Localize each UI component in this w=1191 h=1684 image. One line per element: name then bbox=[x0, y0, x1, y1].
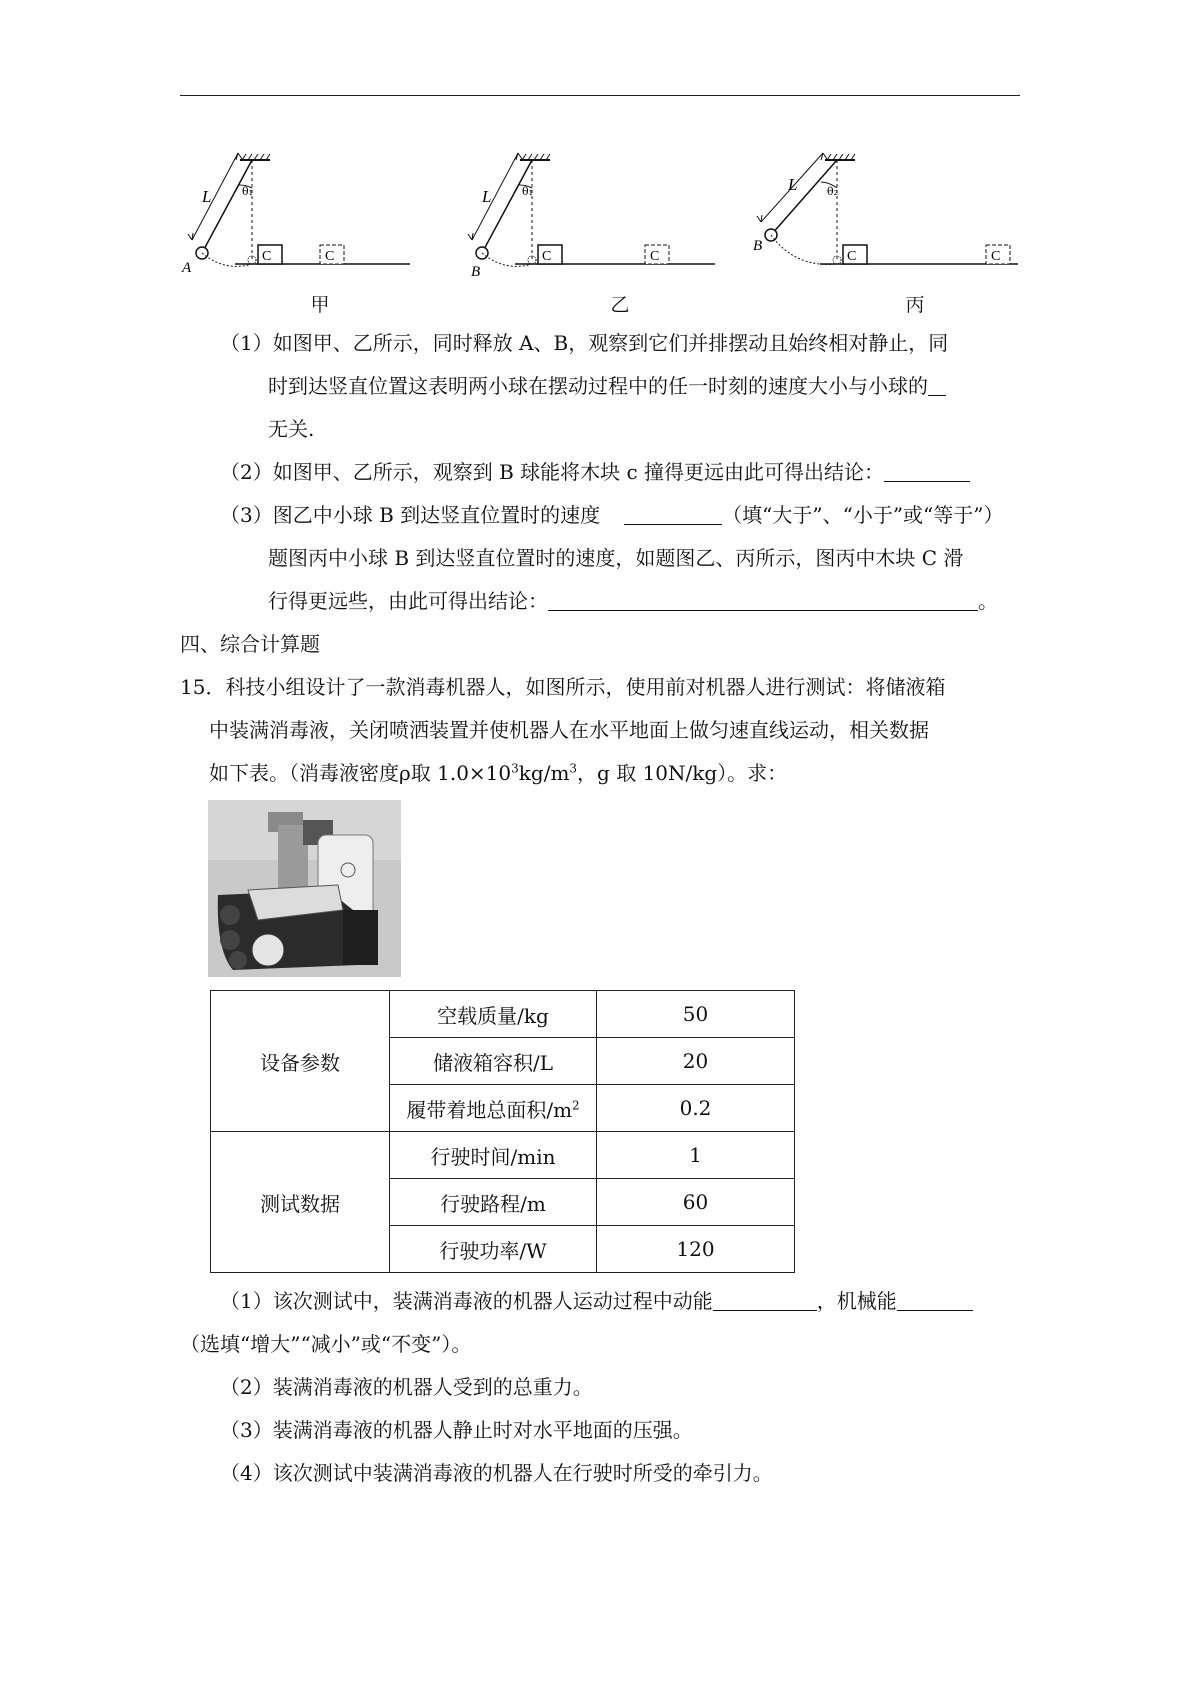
q14-part3-options: （填“大于”、“小于”或“等于”） bbox=[722, 503, 1004, 527]
pendulum-figures bbox=[180, 140, 1020, 320]
q14-part2-line bbox=[220, 458, 970, 486]
answer-blank[interactable] bbox=[713, 1290, 817, 1311]
angle-label: θ₁ bbox=[242, 185, 254, 198]
q14-part3-line2: 题图丙中小球 B 到达竖直位置时的速度，如题图乙、丙所示，图丙中木块 C 滑 bbox=[268, 546, 964, 570]
table-cell-label: 空载质量/kg bbox=[390, 991, 597, 1038]
table-cell-label: 行驶时间/min bbox=[390, 1132, 597, 1179]
length-label: L bbox=[788, 175, 798, 194]
angle-label: θ₁ bbox=[522, 185, 534, 198]
pendulum-diagram-bing bbox=[750, 140, 1020, 290]
block-near-label: C bbox=[542, 249, 552, 264]
pendulum-diagram-jia bbox=[180, 140, 450, 290]
block-near-label: C bbox=[262, 249, 272, 264]
robot-photo bbox=[208, 800, 401, 977]
answer-blank[interactable] bbox=[928, 375, 946, 396]
q14-part3-line3: 行得更远些，由此可得出结论： 。 bbox=[268, 589, 998, 613]
table-cell-value: 1 bbox=[597, 1132, 795, 1179]
q14-part1-line2 bbox=[268, 372, 946, 400]
q15-part2: （2）装满消毒液的机器人受到的总重力。 bbox=[220, 1375, 593, 1399]
length-label: L bbox=[202, 187, 212, 206]
angle-label: θ₂ bbox=[827, 185, 839, 198]
q15-part3: （3）装满消毒液的机器人静止时对水平地面的压强。 bbox=[220, 1418, 693, 1442]
table-cell-value: 60 bbox=[597, 1179, 795, 1226]
answer-blank[interactable] bbox=[624, 504, 722, 525]
q15-intro-line2: 中装满消毒液，关闭喷洒装置并使机器人在水平地面上做匀速直线运动，相关数据 bbox=[209, 718, 929, 742]
table-cell-value: 120 bbox=[597, 1226, 795, 1273]
ball-label: A bbox=[182, 260, 192, 276]
block-far-label: C bbox=[325, 249, 335, 264]
ball-label: B bbox=[753, 238, 763, 254]
table-cell-value: 20 bbox=[597, 1038, 795, 1085]
q14-part3-line1 bbox=[220, 501, 1004, 529]
table-cell-label: 储液箱容积/L bbox=[390, 1038, 597, 1085]
answer-blank[interactable] bbox=[548, 590, 978, 611]
section-heading: 四、综合计算题 bbox=[180, 632, 320, 656]
pendulum-diagram-yi bbox=[465, 140, 735, 290]
table-cell-value: 50 bbox=[597, 991, 795, 1038]
answer-blank[interactable] bbox=[897, 1290, 973, 1311]
q15-intro-line3: 如下表。（消毒液密度ρ取 $1.0\times 10^3kg/m^3$，g 取 10N/kg）。求： bbox=[209, 761, 788, 785]
table-cell-label: 行驶功率/W bbox=[390, 1226, 597, 1273]
block-far-label: C bbox=[650, 249, 660, 264]
q15-intro-line1: 15．科技小组设计了一款消毒机器人，如图所示，使用前对机器人进行测试：将储液箱 bbox=[180, 675, 946, 699]
q14-part1-line3: 无关. bbox=[268, 417, 315, 441]
figure-label-bing: 丙 bbox=[905, 294, 925, 316]
ball-label: B bbox=[471, 264, 481, 280]
q14-part3-conclusion: 行得更远些，由此可得出结论： bbox=[268, 589, 548, 613]
figure-bing bbox=[750, 140, 1020, 320]
table-group-label: 设备参数 bbox=[211, 991, 390, 1132]
table-group-label: 测试数据 bbox=[211, 1132, 390, 1273]
figure-label-yi: 乙 bbox=[610, 294, 630, 316]
q15-part1-line1: （1）该次测试中，装满消毒液的机器人运动过程中动能 ，机械能 bbox=[220, 1287, 973, 1315]
figure-yi bbox=[465, 140, 735, 320]
header-rule bbox=[180, 95, 1020, 96]
table-cell-label: 行驶路程/m bbox=[390, 1179, 597, 1226]
figure-jia bbox=[180, 140, 450, 320]
q15-part1-line2: （选填“增大”“减小”或“不变”）。 bbox=[180, 1332, 472, 1356]
block-far-label: C bbox=[991, 249, 1001, 264]
answer-blank[interactable] bbox=[884, 461, 970, 482]
robot-parameter-table bbox=[210, 990, 795, 1273]
length-label: L bbox=[482, 187, 492, 206]
table-cell-label: 履带着地总面积$/m^2$ bbox=[390, 1085, 597, 1132]
q14-part1-text: 时到达竖直位置这表明两小球在摆动过程中的任一时刻的速度大小与小球的 bbox=[268, 374, 928, 398]
q14-part3-text: （3）图乙中小球 B 到达竖直位置时的速度 bbox=[220, 503, 601, 527]
block-near-label: C bbox=[847, 249, 857, 264]
table-cell-value: 0.2 bbox=[597, 1085, 795, 1132]
figure-label-jia: 甲 bbox=[310, 294, 330, 316]
q14-part2-text: （2）如图甲、乙所示，观察到 B 球能将木块 c 撞得更远由此可得出结论： bbox=[220, 460, 885, 484]
q15-part4: （4）该次测试中装满消毒液的机器人在行驶时所受的牵引力。 bbox=[220, 1461, 773, 1485]
q14-part1-line1: （1）如图甲、乙所示，同时释放 A、B，观察到它们并排摆动且始终相对静止，同 bbox=[220, 331, 949, 355]
